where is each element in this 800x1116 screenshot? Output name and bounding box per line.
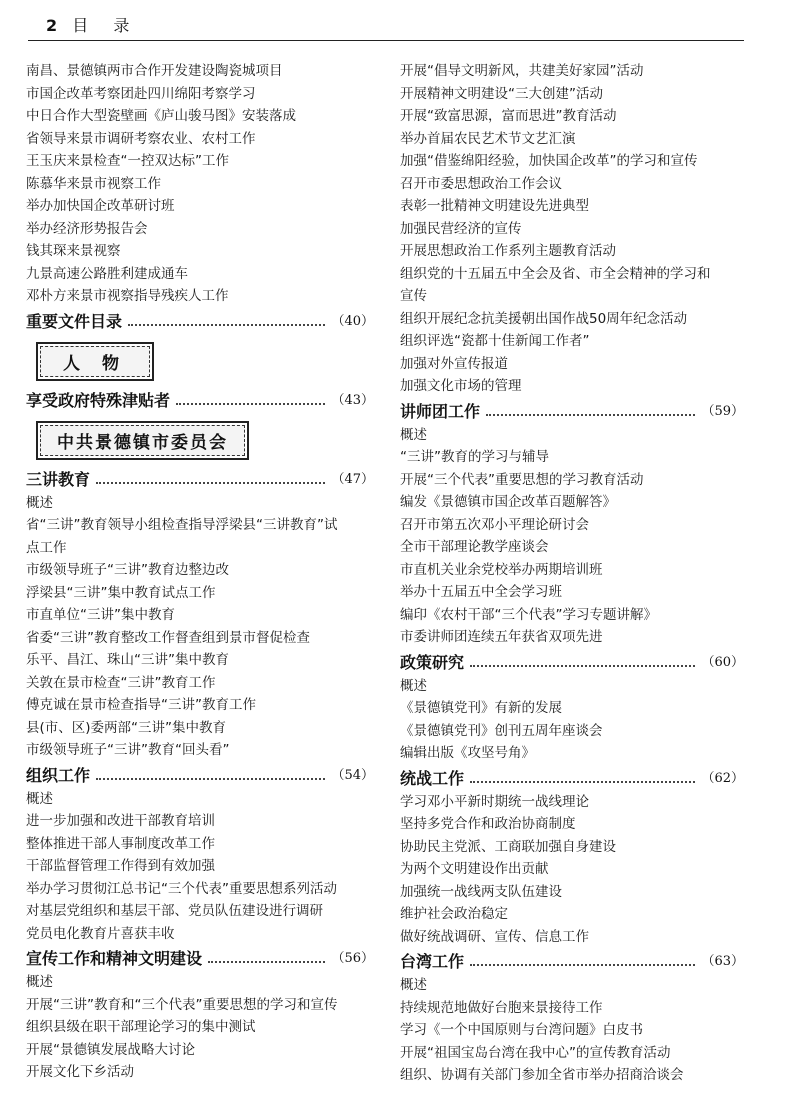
toc-entry[interactable]: 举办首届农民艺术节文艺汇演 [400, 130, 576, 147]
toc-entry[interactable]: 做好统战调研、宣传、信息工作 [400, 928, 589, 945]
toc-entry[interactable]: 组织开展纪念抗美援朝出国作战50周年纪念活动 [400, 310, 688, 327]
toc-entry[interactable]: 对基层党组织和基层干部、党员队伍建设进行调研 [26, 903, 323, 919]
toc-entry[interactable]: 傅克诚在景市检查指导“三讲”教育工作 [26, 697, 256, 713]
toc-entry[interactable]: 开展精神文明建设“三大创建”活动 [400, 85, 603, 102]
leader-dots [470, 781, 695, 783]
toc-entry[interactable]: 组织党的十五届五中全会及省、市全会精神的学习和 [400, 265, 711, 282]
toc-entry[interactable]: 全市干部理论教学座谈会 [400, 539, 549, 555]
left-column [26, 60, 374, 1084]
section-important-documents[interactable] [26, 310, 374, 334]
toc-entry[interactable]: 开展“三个代表”重要思想的学习教育活动 [400, 471, 644, 488]
toc-entry[interactable]: 市级领导班子“三讲”教育边整边改 [26, 562, 229, 578]
toc-entry[interactable]: 南昌、景德镇两市合作开发建设陶瓷城项目 [26, 63, 283, 79]
toc-entry[interactable]: 组织、协调有关部门参加全省市举办招商洽谈会 [400, 1067, 684, 1083]
section-title: 政策研究 [400, 652, 465, 672]
toc-entry[interactable]: 举办经济形势报告会 [26, 220, 148, 237]
toc-entry[interactable]: 加强对外宣传报道 [400, 355, 508, 372]
taiwan-list [400, 974, 744, 1087]
toc-entry[interactable]: 王玉庆来景检查“一控双达标”工作 [26, 153, 229, 169]
leader-dots [128, 324, 325, 326]
toc-entry[interactable]: 持续规范地做好台胞来景接待工作 [400, 999, 603, 1016]
toc-entry[interactable]: 点工作 [26, 539, 67, 556]
section-taiwan[interactable] [400, 950, 744, 974]
toc-entry[interactable]: 开展“三讲”教育和“三个代表”重要思想的学习和宣传 [26, 996, 338, 1013]
toc-entry[interactable]: 举办十五届五中全会学习班 [400, 584, 562, 600]
toc-entry[interactable]: “三讲”教育的学习与辅导 [400, 449, 549, 465]
people-heading-box [36, 342, 154, 381]
toc-entry[interactable]: 省领导来景市调研考察农业、农村工作 [26, 130, 256, 147]
section-lecturers[interactable] [400, 400, 744, 424]
toc-entry[interactable]: 市国企改革考察团赴四川绵阳考察学习 [26, 85, 256, 102]
toc-entry[interactable]: 概述 [400, 977, 427, 993]
section-title: 重要文件目录 [26, 311, 123, 331]
toc-entry[interactable]: 乐平、昌江、珠山“三讲”集中教育 [26, 652, 229, 668]
section-page: （40） [331, 313, 374, 329]
toc-entry[interactable]: 学习《一个中国原则与台湾问题》白皮书 [400, 1022, 643, 1038]
toc-entry[interactable]: 开展“祖国宝岛台湾在我中心”的宣传教育活动 [400, 1044, 671, 1061]
toc-entry[interactable]: 开展思想政治工作系列主题教育活动 [400, 243, 616, 259]
section-page: （63） [701, 954, 744, 969]
toc-entry[interactable]: 概述 [26, 494, 53, 511]
toc-entry[interactable]: 开展“倡导文明新风，共建美好家园”活动 [400, 63, 644, 79]
toc-entry[interactable]: 协助民主党派、工商联加强自身建设 [400, 838, 616, 855]
toc-entry[interactable]: 中日合作大型瓷壁画《庐山骏马图》安装落成 [26, 108, 296, 124]
toc-entry[interactable]: 概述 [400, 677, 427, 694]
toc-entry[interactable]: 举办加快国企改革研讨班 [26, 198, 175, 214]
section-organization[interactable] [26, 764, 374, 788]
united-front-list [400, 791, 744, 949]
toc-entry[interactable]: 《景德镇党刊》创刊五周年座谈会 [400, 722, 603, 739]
toc-entry[interactable]: 《景德镇党刊》有新的发展 [400, 700, 562, 716]
header-title: 目 录 [72, 16, 140, 35]
leader-dots [470, 964, 695, 966]
toc-entry[interactable]: 加强文化市场的管理 [400, 378, 522, 394]
leader-dots [208, 961, 325, 963]
leader-dots [96, 778, 325, 780]
toc-entry[interactable]: 关敦在景市检查“三讲”教育工作 [26, 674, 216, 691]
section-page: （54） [331, 767, 374, 783]
leader-dots [470, 665, 695, 667]
section-title: 三讲教育 [26, 469, 91, 489]
toc-entry[interactable]: 钱其琛来景视察 [26, 243, 121, 259]
toc-entry[interactable]: 概述 [400, 426, 427, 443]
section-propaganda[interactable] [26, 947, 374, 971]
committee-heading: 中共景德镇市委员会 [40, 425, 245, 456]
toc-entry[interactable]: 干部监督管理工作得到有效加强 [26, 858, 215, 874]
toc-entry[interactable]: 为两个文明建设作出贡献 [400, 861, 549, 877]
section-title: 享受政府特殊津贴者 [26, 390, 171, 410]
sanjiang-list [26, 492, 374, 762]
toc-entry[interactable]: 编印《农村干部“三个代表”学习专题讲解》 [400, 606, 657, 623]
section-policy-research[interactable] [400, 651, 744, 675]
section-page: （62） [701, 770, 744, 786]
toc-entry[interactable]: 组织县级在职干部理论学习的集中测试 [26, 1019, 256, 1035]
toc-entry[interactable]: 概述 [26, 974, 53, 990]
right-column [400, 60, 744, 1087]
toc-entry[interactable]: 召开市第五次邓小平理论研讨会 [400, 516, 589, 533]
toc-entry[interactable]: 市级领导班子“三讲”教育“回头看” [26, 742, 230, 758]
toc-entry[interactable]: 举办学习贯彻江总书记“三个代表”重要思想系列活动 [26, 880, 337, 897]
toc-entry[interactable]: 开展“景德镇发展战略大讨论 [26, 1041, 195, 1058]
toc-entry[interactable]: 陈慕华来景市视察工作 [26, 175, 161, 192]
section-special-allowance[interactable] [26, 389, 374, 413]
toc-entry[interactable]: 整体推进干部人事制度改革工作 [26, 835, 215, 852]
policy-list [400, 675, 744, 765]
toc-entry[interactable]: 加强“借鉴绵阳经验，加快国企改革”的学习和宣传 [400, 153, 698, 169]
leader-dots [176, 403, 325, 405]
section-title: 台湾工作 [400, 952, 465, 971]
page-header [28, 14, 744, 41]
toc-entry[interactable]: 市直机关业余党校举办两期培训班 [400, 561, 603, 578]
toc-entry[interactable]: 组织评选“瓷都十佳新闻工作者” [400, 333, 590, 349]
section-page: （56） [331, 951, 374, 966]
toc-entry[interactable]: 加强统一战线两支队伍建设 [400, 883, 562, 900]
leader-dots [96, 482, 325, 484]
toc-entry[interactable]: 坚持多党合作和政治协商制度 [400, 816, 576, 832]
toc-entry[interactable]: 浮梁县“三讲”集中教育试点工作 [26, 584, 216, 601]
toc-entry[interactable]: 加强民营经济的宣传 [400, 220, 522, 237]
section-page: （60） [701, 654, 744, 670]
section-title: 统战工作 [400, 768, 465, 788]
toc-entry[interactable]: 编发《景德镇市国企改革百题解答》 [400, 494, 616, 510]
toc-entry[interactable]: 开展文化下乡活动 [26, 1064, 134, 1080]
toc-entry[interactable]: 开展“致富思源，富而思进”教育活动 [400, 108, 617, 124]
section-united-front[interactable] [400, 767, 744, 791]
people-heading: 人物 [40, 346, 150, 377]
toc-entry[interactable]: 表彰一批精神文明建设先进典型 [400, 198, 589, 214]
section-page: （43） [331, 392, 374, 408]
toc-entry[interactable]: 九景高速公路胜利建成通车 [26, 265, 188, 282]
right-top-list [400, 60, 744, 398]
leader-dots [486, 414, 695, 416]
propaganda-list [26, 971, 374, 1084]
toc-entry[interactable]: 宣传 [400, 288, 427, 304]
toc-entry[interactable]: 省委“三讲”教育整改工作督查组到景市督促检查 [26, 629, 310, 646]
section-title: 讲师团工作 [400, 401, 481, 421]
toc-entry[interactable]: 概述 [26, 790, 53, 807]
toc-entry[interactable]: 编辑出版《攻坚号角》 [400, 745, 535, 761]
page-number: 2 [46, 16, 58, 35]
organization-list [26, 788, 374, 946]
toc-entry[interactable]: 学习邓小平新时期统一战线理论 [400, 793, 589, 810]
section-sanjiang[interactable] [26, 468, 374, 492]
toc-entry[interactable]: 邓朴方来景市视察指导残疾人工作 [26, 288, 229, 304]
section-page: （47） [331, 471, 374, 487]
toc-entry[interactable]: 召开市委思想政治工作会议 [400, 175, 562, 192]
toc-entry[interactable]: 市直单位“三讲”集中教育 [26, 607, 175, 623]
toc-entry[interactable]: 省“三讲”教育领导小组检查指导浮梁县“三讲教育”试 [26, 517, 338, 533]
toc-entry[interactable]: 党员电化教育片喜获丰收 [26, 925, 175, 942]
left-top-list [26, 60, 374, 308]
section-page: （59） [701, 403, 744, 419]
section-title: 宣传工作和精神文明建设 [26, 949, 203, 968]
toc-entry[interactable]: 维护社会政治稳定 [400, 906, 508, 922]
section-title: 组织工作 [26, 765, 91, 785]
toc-entry[interactable]: 进一步加强和改进干部教育培训 [26, 813, 215, 829]
lecturers-list [400, 424, 744, 649]
toc-entry[interactable]: 县(市、区)委两部“三讲”集中教育 [26, 719, 227, 736]
committee-heading-box [36, 421, 249, 460]
toc-entry[interactable]: 市委讲师团连续五年获省双项先进 [400, 629, 603, 645]
